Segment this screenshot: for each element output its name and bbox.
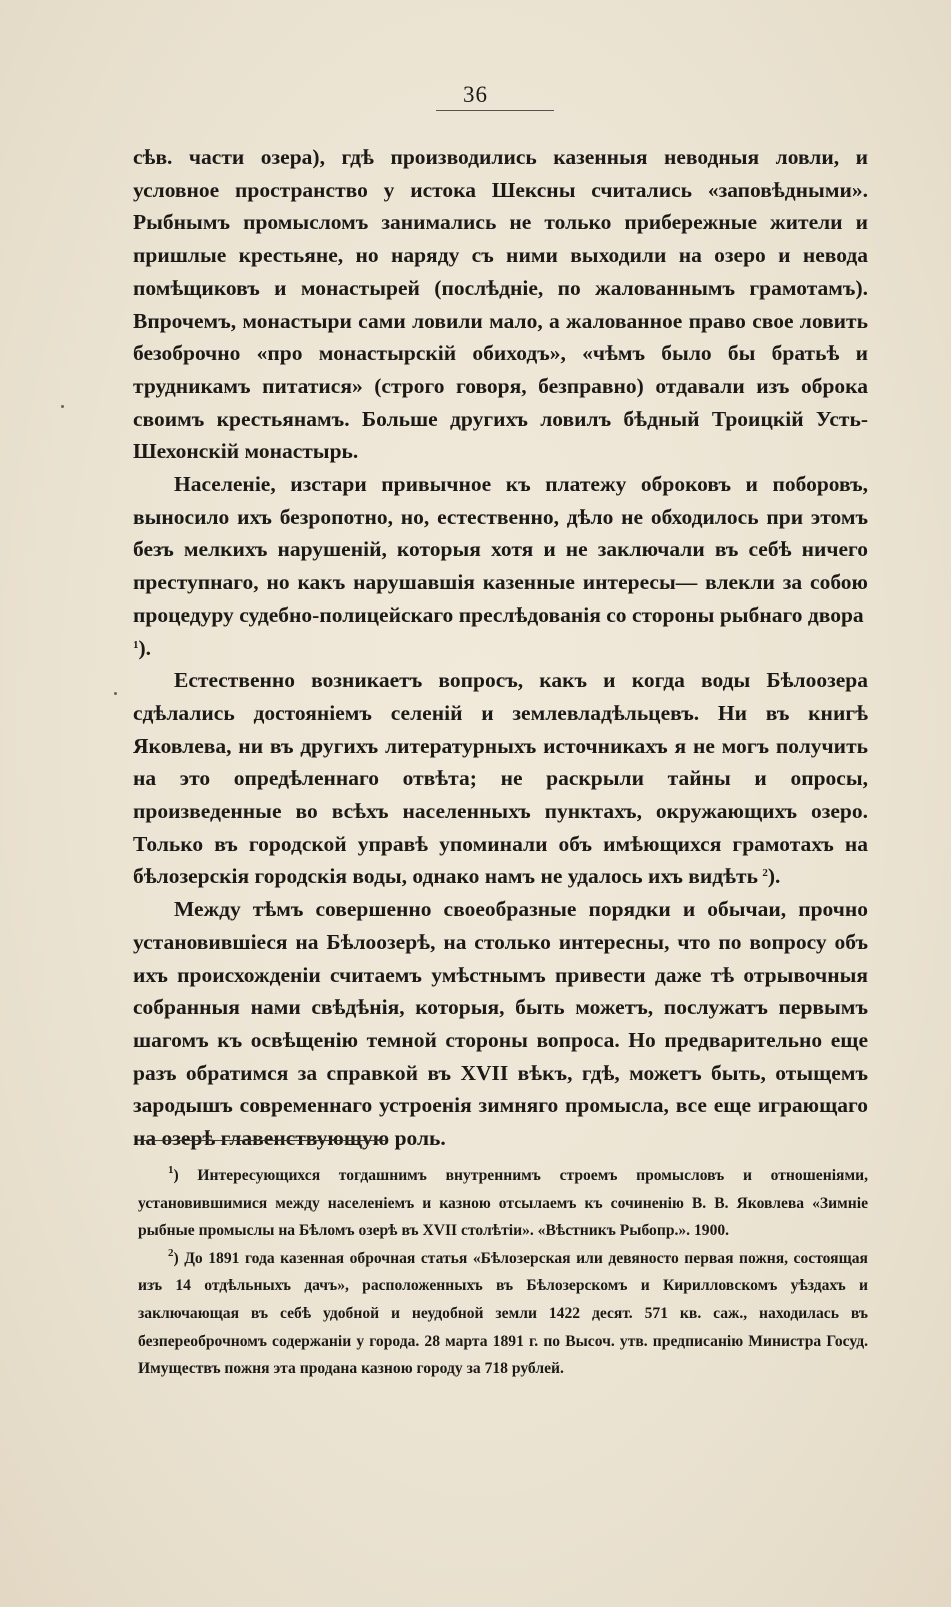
paragraph-2 (133, 468, 868, 664)
paragraph-4-text: Между тѣмъ совершенно своеобразные порядки и обычаи, прочно установившіеся на Бѣлоозерѣ, на столько интересны, что по вопросу объ ихъ происхожденіи считаемъ умѣстнымъ привести даже тѣ отрывочныя собранныя нами свѣдѣнія, которыя, быть можетъ, послужатъ первымъ шагомъ къ освѣщенію темной стороны вопроса. Но предварительно еще разъ обратимся за справкой въ XVII вѣкъ, гдѣ, можетъ быть, отыщемъ зародышъ современнаго устроенія зимняго промысла, все еще играющаго на озерѣ главенствующую роль. (133, 897, 868, 1151)
paragraph-2-end: ). (138, 635, 152, 660)
footnote-2-text: ) До 1891 года казенная оброчная статья «Бѣлозерская или девяносто первая пожня, состоящая изъ 14 отдѣльныхъ дачъ», расположенныхъ въ Бѣлозерскомъ и Кирилловскомъ уѣздахъ и заключающая въ себѣ удобной и неудобной земли 1422 десят. 571 кв. саж., находилась въ безпереоброчномъ содержаніи у города. 28 марта 1891 г. по Высоч. утв. предписанію Министра Госуд. Имуществъ пожня эта продана казною городу за 718 рублей. (138, 1249, 868, 1378)
paragraph-3-text: Естественно возникаетъ вопросъ, какъ и когда воды Бѣлоозера сдѣлались достояніемъ селеній и землевладѣльцевъ. Ни въ книгѣ Яковлева, ни въ другихъ литературныхъ источникахъ я не могъ получить на это опредѣленнаго отвѣта; не раскрыли тайны и опросы, произведенные во всѣхъ населенныхъ пунктахъ, окружающихъ озеро. Только въ городской управѣ упоминали объ имѣющихся грамотахъ на бѣлозерскія городскія воды, однако намъ не удалось ихъ видѣть (133, 668, 868, 889)
paragraph-1 (133, 141, 868, 468)
main-text (133, 141, 868, 1155)
footnote-ref-2: 2 (762, 867, 768, 880)
footnote-separator (138, 1140, 385, 1141)
footnote-1 (138, 1162, 868, 1245)
footnotes (138, 1162, 868, 1383)
footnote-2-marker: 2 (168, 1246, 174, 1259)
footnote-1-text: ) Интересующихся тогдашнимъ внутреннимъ строемъ промысловъ и отношеніями, установившимися между населеніемъ и казною отсылаемъ къ сочиненію В. В. Яковлева «Зимніе рыбные промыслы на Бѣломъ озерѣ въ XVII столѣтіи». «Вѣстникъ Рыбопр.». 1900. (138, 1167, 868, 1240)
footnote-1-marker: 1 (168, 1164, 174, 1176)
paragraph-2-text: Населеніе, изстари привычное къ платежу оброковъ и поборовъ, выносило ихъ безропотно, но, естественно, дѣло не обходилось при этомъ безъ мелкихъ нарушеній, которыя хотя и не заключали въ себѣ ничего преступнаго, но какъ нарушавшія казенные интересы— влекли за собою процедуру судебно-полицейскаго преслѣдованія со стороны рыбнаго двора (133, 472, 868, 627)
header-rule (436, 110, 554, 111)
footnote-ref-1: 1 (133, 638, 139, 651)
paragraph-1-text: сѣв. части озера), гдѣ производились казенныя неводныя ловли, и условное пространство у истока Шексны считались «заповѣдными». Рыбнымъ промысломъ занимались не только прибережные жители и пришлые крестьяне, но наряду съ ними выходили на озеро и невода помѣщиковъ и монастырей (послѣдніе, по жалованнымъ грамотамъ). Впрочемъ, монастыри сами ловили мало, а жалованное право свое ловить безоброчно «про монастырскій обиходъ», «чѣмъ было бы братьѣ и трудникамъ питатися» (строго говоря, безправно) отдавали изъ оброка своимъ крестьянамъ. Больше другихъ ловилъ бѣдный Троицкій Усть-Шехонскій монастырь. (133, 145, 868, 464)
paper-speck (61, 405, 64, 408)
page-number: 36 (463, 82, 488, 107)
paragraph-3 (133, 664, 868, 893)
paragraph-4 (133, 893, 868, 1155)
paragraph-3-end: ). (767, 864, 781, 889)
paper-speck (114, 692, 117, 695)
footnote-2 (138, 1245, 868, 1383)
